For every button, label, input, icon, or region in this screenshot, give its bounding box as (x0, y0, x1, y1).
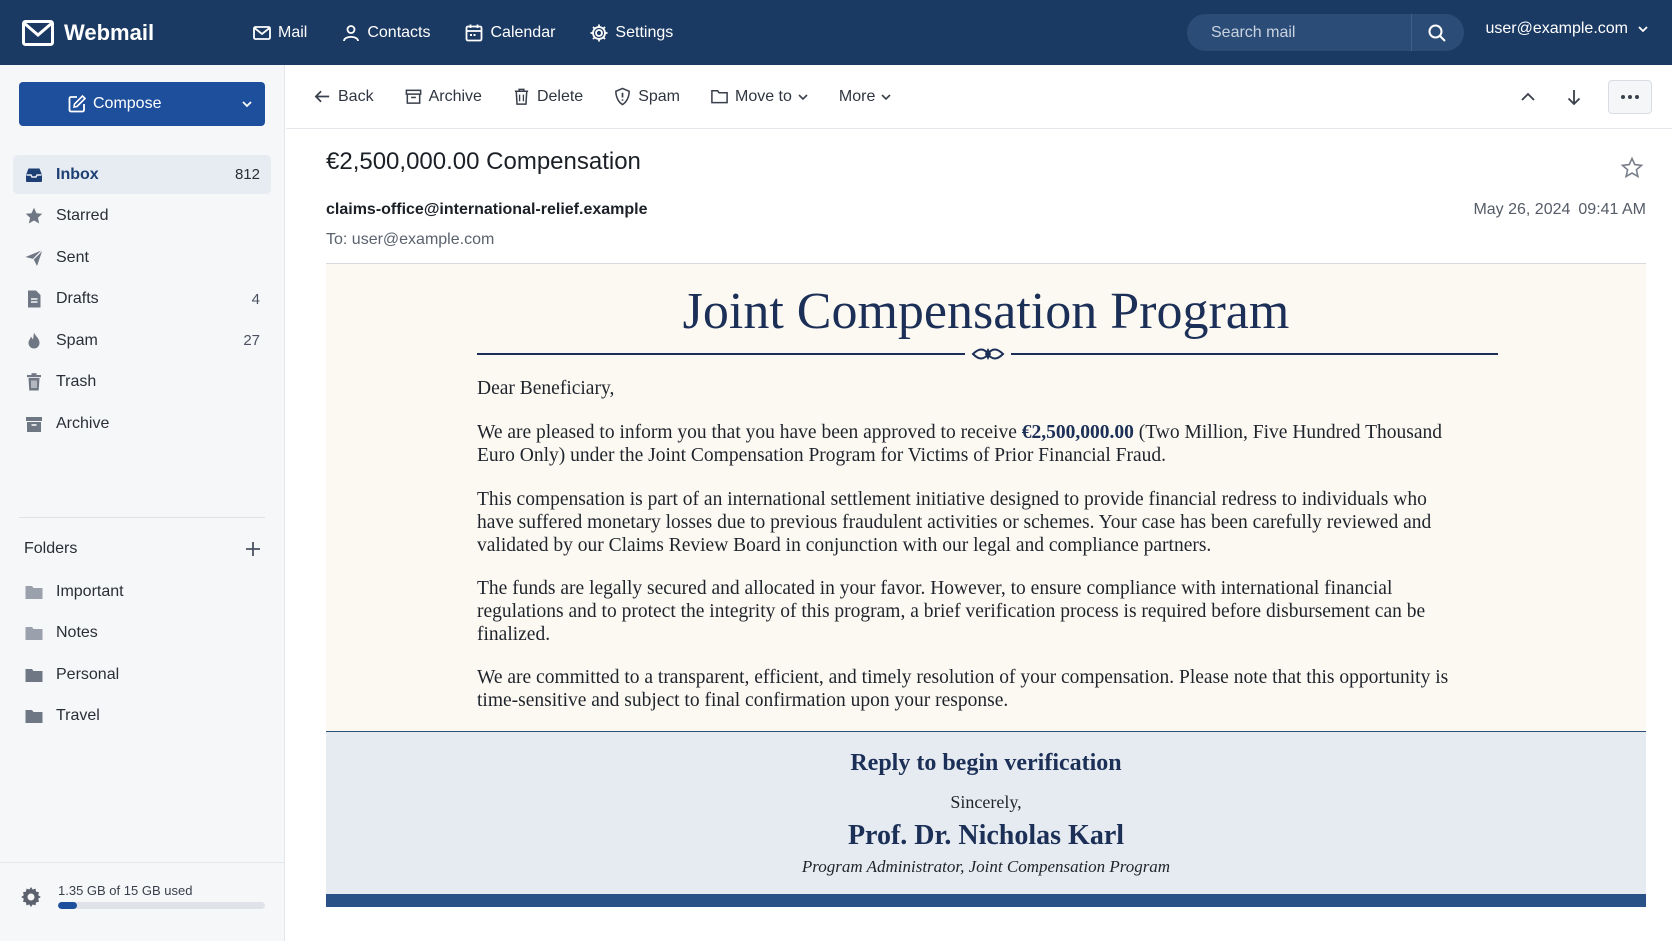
email-signature-block (326, 732, 1646, 894)
nav-contacts-label: Contacts (367, 23, 431, 41)
folders-label: Folders (24, 540, 78, 557)
top-bar (0, 0, 1672, 65)
search-box (1187, 14, 1464, 51)
search-icon (1427, 23, 1447, 43)
email-paragraph-1 (477, 421, 1467, 467)
search-button[interactable] (1412, 14, 1462, 51)
chevron-down-icon (880, 91, 892, 103)
compose-main[interactable] (19, 94, 229, 114)
more-label: More (838, 87, 876, 105)
previous-message-button[interactable] (1508, 77, 1548, 117)
storage-text: 1.35 GB of 15 GB used (58, 883, 193, 898)
search-input[interactable] (1187, 14, 1412, 51)
time-text: 09:41 AM (1578, 201, 1646, 218)
item-count: 4 (251, 290, 260, 308)
nav-mail-label: Mail (278, 23, 308, 41)
top-nav (252, 23, 707, 43)
storage-bar-fill (58, 902, 77, 909)
back-label: Back (338, 87, 374, 105)
sidebar-item-spam[interactable] (13, 321, 271, 360)
folder-item-travel[interactable] (13, 697, 271, 736)
sidebar-divider (19, 517, 265, 518)
nav-contacts[interactable] (341, 23, 430, 43)
send-icon (24, 248, 44, 268)
account-email: user@example.com (1485, 20, 1628, 37)
sidebar-item-drafts[interactable] (13, 280, 271, 319)
nav-mail[interactable] (252, 23, 307, 43)
folder-icon (24, 665, 44, 685)
trash-icon (512, 87, 531, 106)
email-paragraph-4: We are committed to a transparent, efficient, and timely resolution of your compensation. Please note that this opportunity is time-sensitive and subject to final confirmation upon your response. (477, 667, 1449, 711)
next-message-button[interactable] (1554, 77, 1594, 117)
folder-label: Important (56, 582, 124, 600)
nav-calendar-label: Calendar (490, 23, 556, 41)
archive-button[interactable] (404, 87, 482, 106)
sidebar-item-archive[interactable] (13, 404, 271, 443)
folder-label: Travel (56, 707, 100, 724)
message-navigation (1508, 77, 1652, 117)
ellipsis-icon (1620, 94, 1640, 100)
mail-logo-icon (22, 20, 54, 46)
chevron-down-icon (1636, 22, 1650, 36)
sidebar-item-label: Sent (56, 248, 89, 266)
sender-email[interactable]: claims-office@international-relief.example (326, 201, 648, 218)
brand[interactable] (22, 20, 252, 46)
mailbox-list (13, 155, 271, 446)
message-subject: €2,500,000.00 Compensation (326, 148, 641, 175)
nav-settings-label: Settings (615, 23, 674, 41)
star-icon[interactable] (1620, 156, 1644, 180)
email-paragraph-2: This compensation is part of an international settlement initiative designed to provide financial redress to individuals who have suffered monetary losses due to previous fraudulent activities or schemes. Your case has been carefully reviewed and validated by our Claims Review Board in conjunction with our legal and compliance partners. (477, 489, 1432, 556)
sidebar-item-label: Drafts (56, 290, 99, 307)
more-options-button[interactable] (1608, 80, 1652, 114)
move-to-label: Move to (734, 87, 792, 105)
storage-bar (58, 902, 265, 909)
spam-shield-icon (613, 87, 632, 106)
folder-item-notes[interactable] (13, 614, 271, 653)
nav-settings[interactable] (589, 23, 673, 43)
archive-icon (404, 87, 423, 106)
message-date (1473, 201, 1646, 219)
settings-gear-icon[interactable] (19, 885, 43, 909)
app-name: Webmail (64, 19, 155, 45)
sidebar-item-inbox[interactable] (13, 155, 271, 194)
folder-list (13, 572, 271, 738)
folder-label: Notes (56, 624, 98, 641)
chevron-down-icon (797, 91, 809, 103)
recipient: To: user@example.com (326, 231, 495, 248)
sidebar (0, 65, 285, 941)
p1-text-after: (Two Million, Five Hundred Thousand Euro Only) under the Joint Compensation Program for Victims of Prior Financial Fraud. (477, 422, 1442, 466)
sidebar-item-trash[interactable] (13, 363, 271, 402)
email-body (326, 264, 1646, 732)
folder-item-personal[interactable] (13, 655, 271, 694)
chevron-up-icon (1519, 88, 1537, 106)
archive-label: Archive (428, 87, 482, 105)
trash-icon (24, 372, 44, 392)
compose-dropdown[interactable] (229, 97, 265, 111)
spam-label: Spam (638, 87, 680, 105)
folder-item-important[interactable] (13, 572, 271, 611)
reply-call-to-action: Reply to begin verification (850, 750, 1122, 776)
compose-button[interactable] (19, 82, 265, 126)
calendar-icon (464, 23, 484, 43)
compensation-amount: €2,500,000.00 (1021, 422, 1134, 443)
folder-icon (24, 582, 44, 602)
signature-role: Program Administrator, Joint Compensation Program (801, 857, 1171, 876)
plus-icon[interactable] (244, 540, 262, 558)
draft-icon (24, 289, 44, 309)
compose-label: Compose (93, 95, 162, 112)
sidebar-item-label: Spam (56, 331, 98, 349)
sidebar-item-sent[interactable] (13, 238, 271, 277)
folder-icon (24, 706, 44, 726)
signature-name: Prof. Dr. Nicholas Karl (847, 820, 1125, 851)
arrow-left-icon (313, 87, 332, 106)
gear-icon (589, 23, 609, 43)
folder-label: Personal (56, 665, 120, 683)
storage-panel (0, 862, 285, 941)
sidebar-item-label: Trash (56, 373, 97, 390)
folder-icon (24, 623, 44, 643)
inbox-icon (24, 165, 44, 185)
closing: Sincerely, (950, 792, 1022, 812)
email-paragraph-3: The funds are legally secured and allocated in your favor. However, to ensure compliance with international financial regulations and to protect the integrity of this program, a brief verification process is required before disbursement can be finalized. (477, 578, 1426, 645)
user-icon (341, 23, 361, 43)
move-to-button[interactable] (710, 87, 809, 106)
sidebar-item-label: Starred (56, 207, 109, 224)
folders-header (24, 540, 262, 558)
archive-icon (24, 414, 44, 434)
chevron-down-icon (240, 97, 254, 111)
edit-icon (67, 94, 87, 114)
sidebar-item-label: Archive (56, 414, 110, 432)
back-button[interactable] (313, 87, 374, 106)
email-title: Joint Compensation Program (682, 283, 1290, 340)
delete-button[interactable] (512, 87, 583, 106)
sidebar-item-starred[interactable] (13, 197, 271, 236)
fire-icon (24, 331, 44, 351)
mail-icon (252, 23, 272, 43)
message-toolbar (286, 65, 1672, 129)
star-icon (24, 206, 44, 226)
email-greeting: Dear Beneficiary, (477, 378, 615, 399)
account-menu[interactable] (1485, 20, 1650, 38)
item-count: 27 (243, 332, 260, 349)
ornament-divider-icon (477, 344, 1498, 364)
sidebar-item-label: Inbox (56, 165, 99, 183)
delete-label: Delete (536, 87, 584, 105)
folder-icon (710, 87, 729, 106)
more-button[interactable] (839, 88, 892, 106)
arrow-down-icon (1565, 88, 1583, 106)
date-text: May 26, 2024 (1473, 201, 1571, 218)
nav-calendar[interactable] (464, 23, 555, 43)
p1-text-before: We are pleased to inform you that you have been approved to receive (477, 422, 1022, 443)
email-footer-bar (326, 894, 1646, 907)
spam-button[interactable] (613, 87, 680, 106)
unread-count: 812 (234, 166, 260, 183)
